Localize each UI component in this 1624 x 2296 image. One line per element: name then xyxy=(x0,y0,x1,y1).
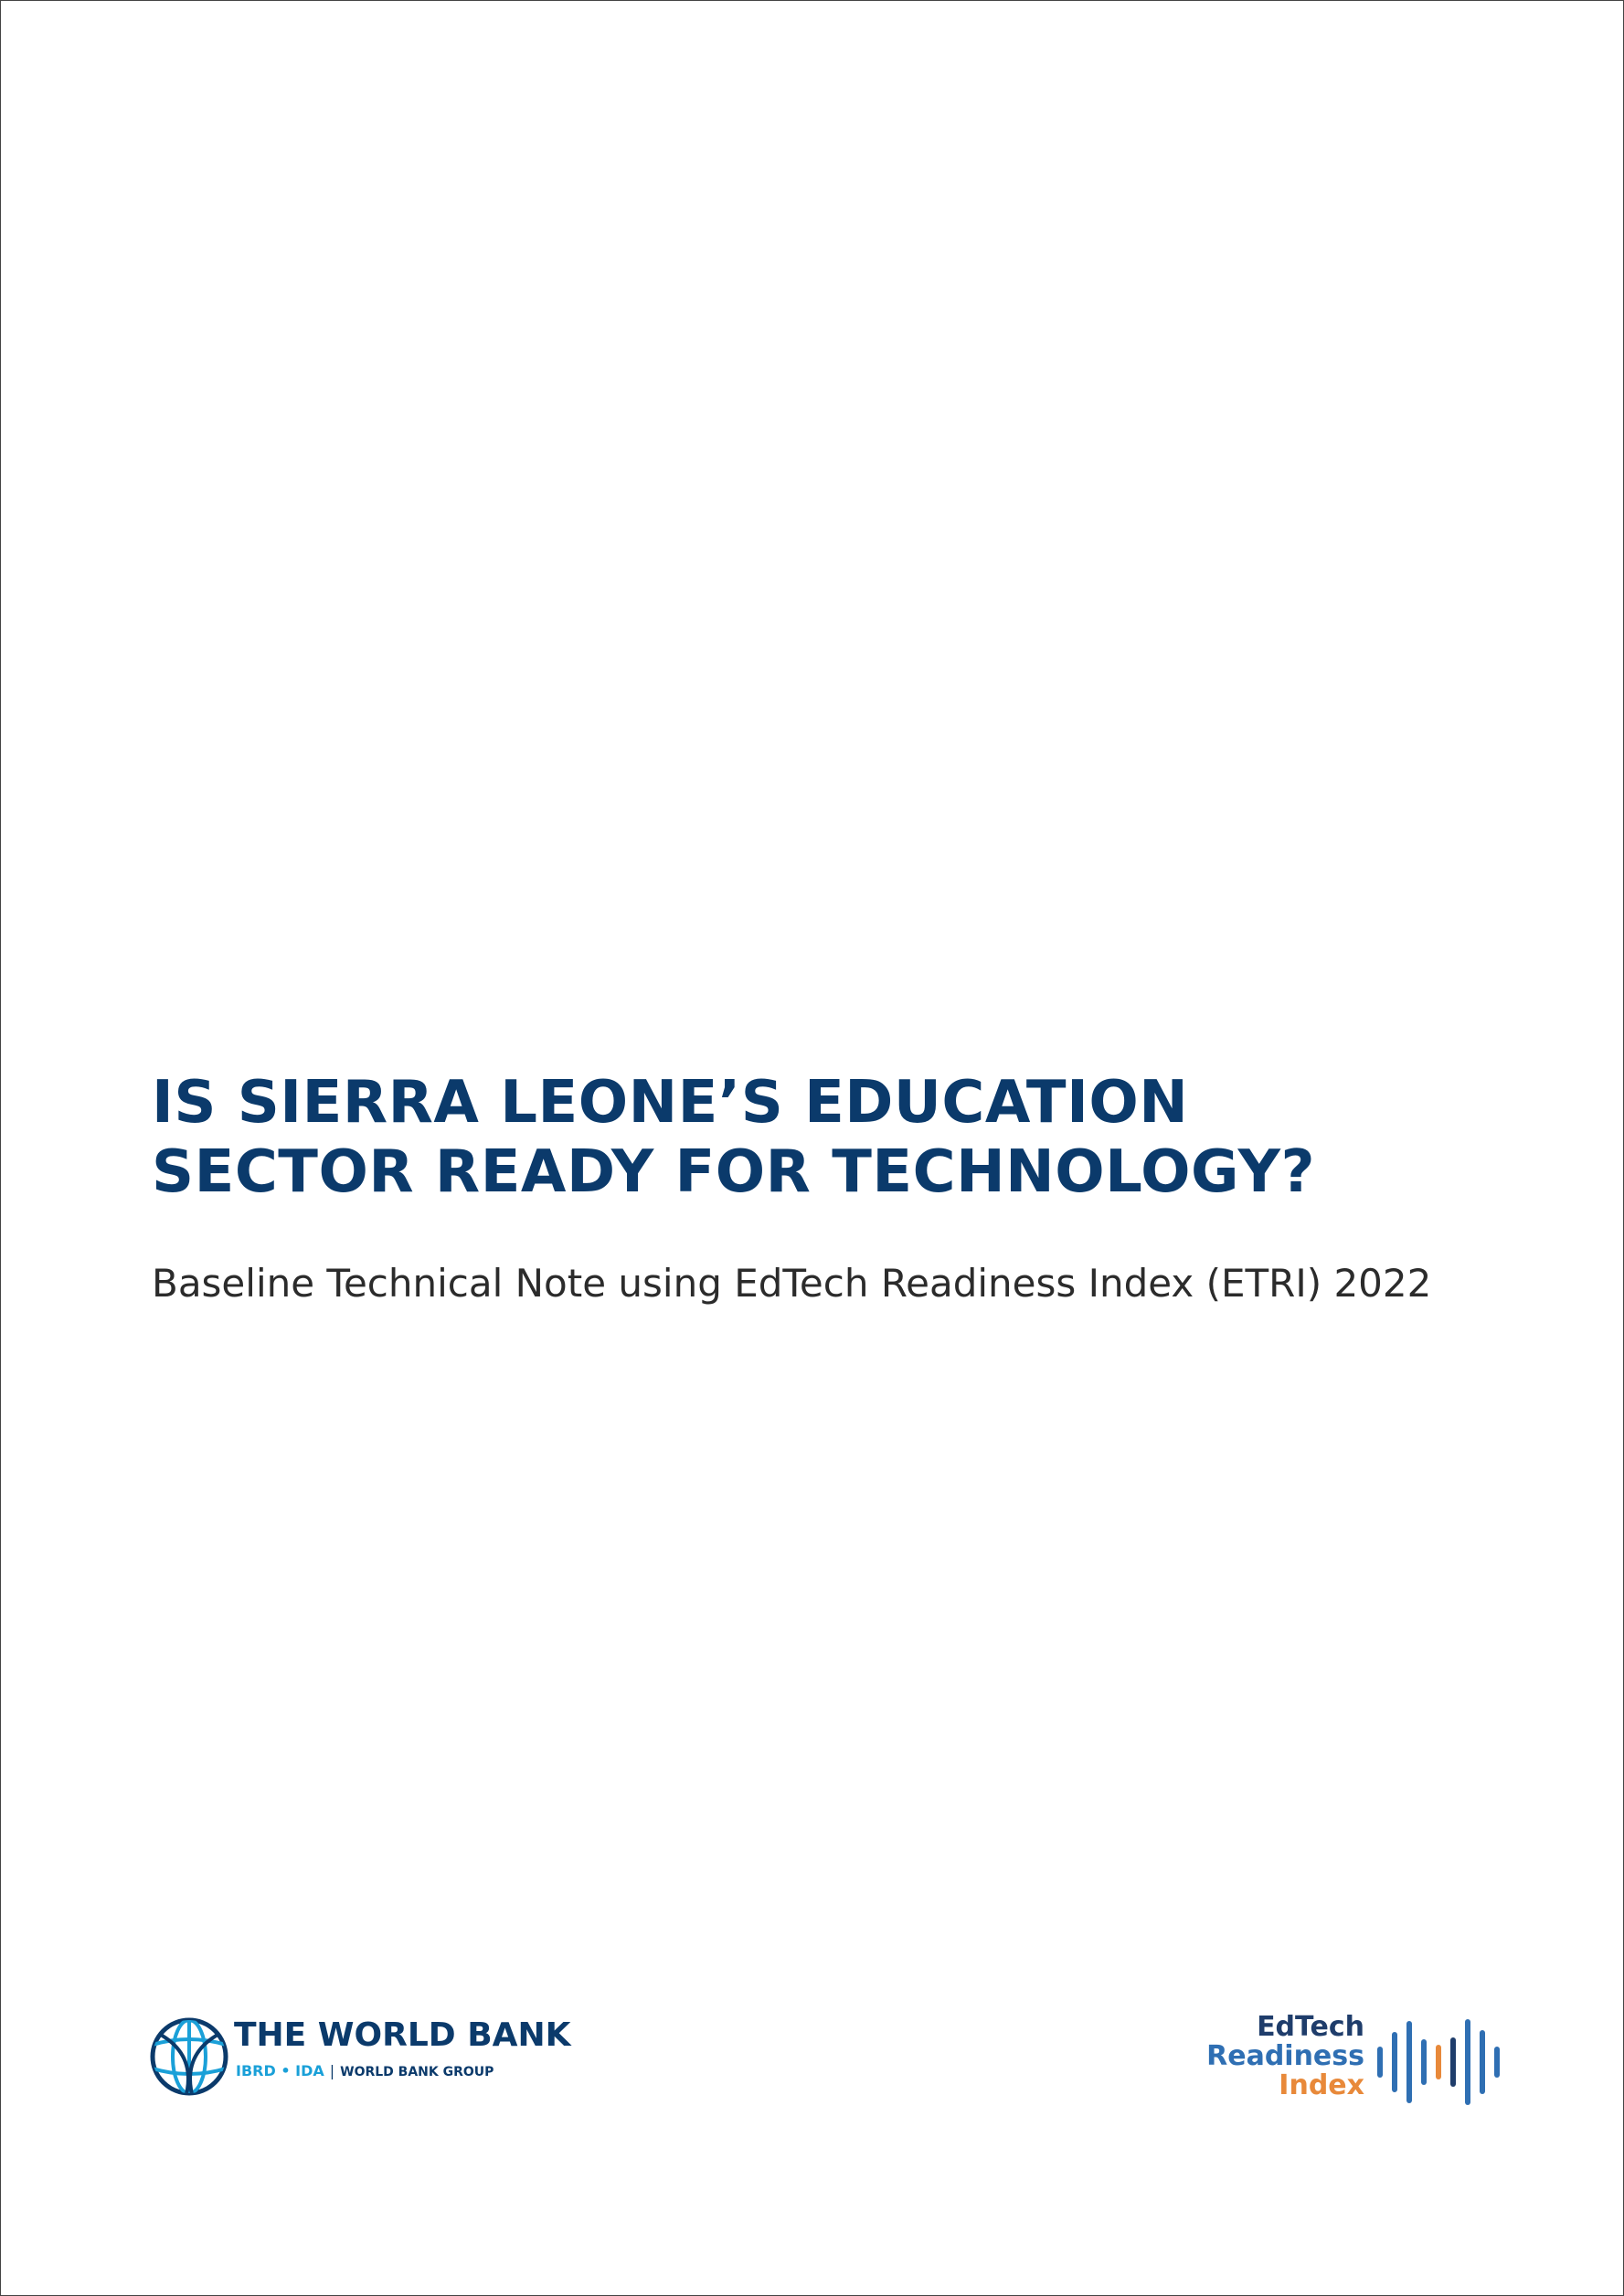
world-bank-subline xyxy=(236,2062,494,2081)
etri-line-edtech: EdTech xyxy=(1257,2011,1364,2043)
document-title xyxy=(152,1068,1431,1207)
globe-icon xyxy=(150,2017,228,2096)
world-bank-group-label: WORLD BANK GROUP xyxy=(340,2065,494,2079)
world-bank-name: THE WORLD BANK xyxy=(234,2016,571,2054)
sound-bars-icon xyxy=(1375,2018,1507,2105)
etri-logo xyxy=(1207,2011,1509,2111)
etri-line-readiness: Readiness xyxy=(1206,2040,1364,2072)
ibrd-ida-label: IBRD • IDA xyxy=(236,2062,324,2079)
title-line-1: IS SIERRA LEONE’S EDUCATION xyxy=(152,1069,1189,1137)
document-subtitle: Baseline Technical Note using EdTech Readiness Index (ETRI) 2022 xyxy=(152,1261,1432,1306)
logo-separator: | xyxy=(329,2062,335,2079)
etri-line-index: Index xyxy=(1279,2069,1364,2101)
title-line-2: SECTOR READY FOR TECHNOLOGY? xyxy=(152,1138,1316,1206)
world-bank-logo xyxy=(150,2016,570,2098)
etri-wordmark xyxy=(1206,2013,1364,2100)
